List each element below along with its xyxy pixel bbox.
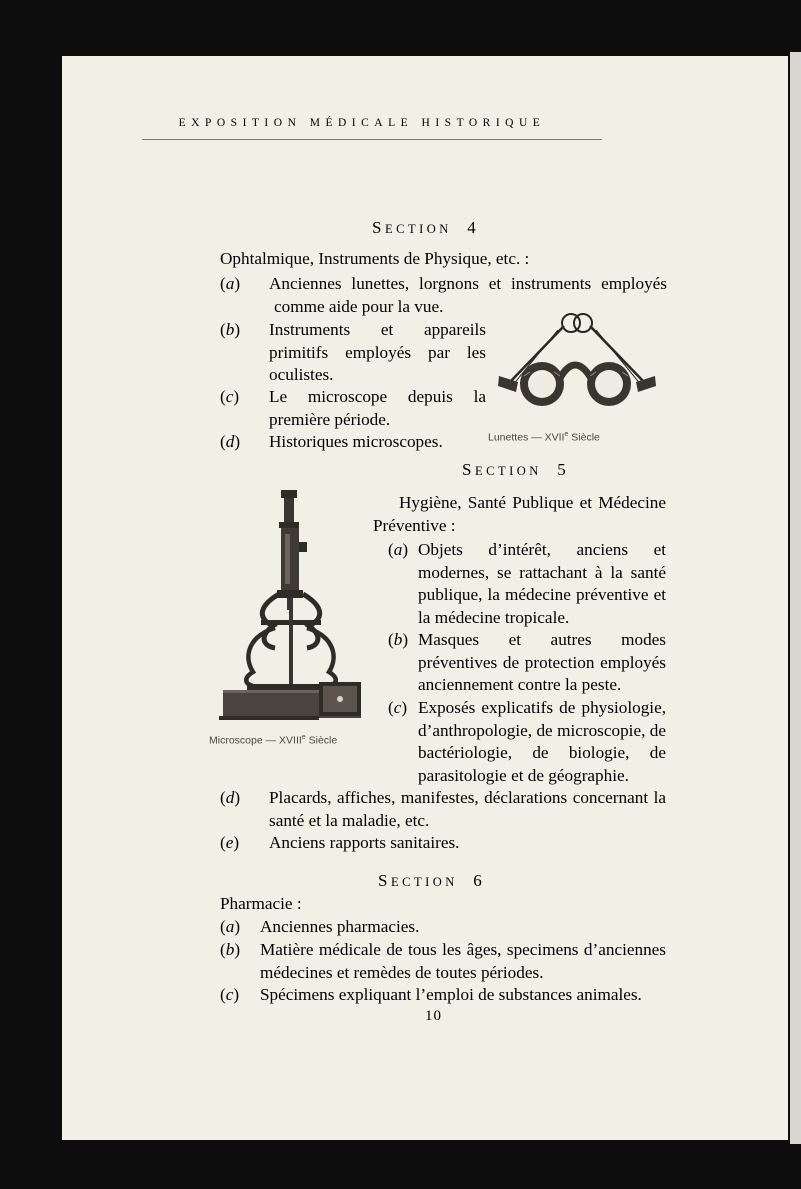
microscope-illustration	[219, 486, 363, 722]
running-head: EXPOSITION MÉDICALE HISTORIQUE	[178, 117, 546, 129]
section-4-title: SECTION 4	[372, 218, 480, 237]
section-4-item-a: (a) Anciennes lunettes, lorgnons et instruments employés comme aide pour la vue.	[220, 274, 667, 316]
section-5-item-d: (d) Placards, affiches, manifestes, déclarations concernant la santé et la maladie, etc.	[220, 788, 666, 830]
section-5-item-e: (e) Anciens rapports sanitaires.	[220, 833, 460, 852]
spectacles-caption: Lunettes — XVIIe Siècle	[488, 431, 600, 444]
section-6-item-a: (a) Anciennes pharmacies.	[220, 917, 420, 936]
section-4-intro: Ophtalmique, Instruments de Physique, etc. :	[220, 249, 530, 268]
section-4-item-c: (c) Le microscope depuis la première période.	[220, 387, 486, 429]
page-number: 10	[425, 1008, 442, 1024]
spectacles-illustration	[494, 306, 660, 412]
section-6-item-b: (b) Matière médicale de tous les âges, specimens d’anciennes médecines et remèdes de toutes périodes.	[220, 940, 666, 982]
section-5-item-a: (a) Objets d’intérêt, anciens et modernes, se rattachant à la santé publique, la médecine préventive et la médecine tropicale.	[388, 540, 666, 627]
section-5-title: SECTION 5	[462, 460, 570, 479]
section-4-item-b: (b) Instruments et appareils primitifs employés par les oculistes.	[220, 320, 486, 384]
header-rule	[142, 139, 602, 140]
section-5-item-b: (b) Masques et autres modes préventives de protection employés anciennement contre la peste.	[388, 630, 666, 694]
section-5-item-c: (c) Exposés explicatifs de physiologie, d’anthropologie, de microscopie, de bactériologie, de biologie, de parasitologie et de géographie.	[388, 698, 666, 785]
microscope-caption: Microscope — XVIIIe Siècle	[209, 734, 338, 747]
adjacent-page-edge	[790, 52, 801, 1144]
section-6-title: SECTION 6	[378, 871, 486, 890]
section-4-item-d: (d) Historiques microscopes.	[220, 432, 443, 451]
section-6-intro: Pharmacie :	[220, 894, 302, 913]
section-5-intro: Hygiène, Santé Publique et Médecine Préventive :	[373, 493, 666, 535]
section-6-item-c: (c) Spécimens expliquant l’emploi de substances animales.	[220, 985, 642, 1004]
